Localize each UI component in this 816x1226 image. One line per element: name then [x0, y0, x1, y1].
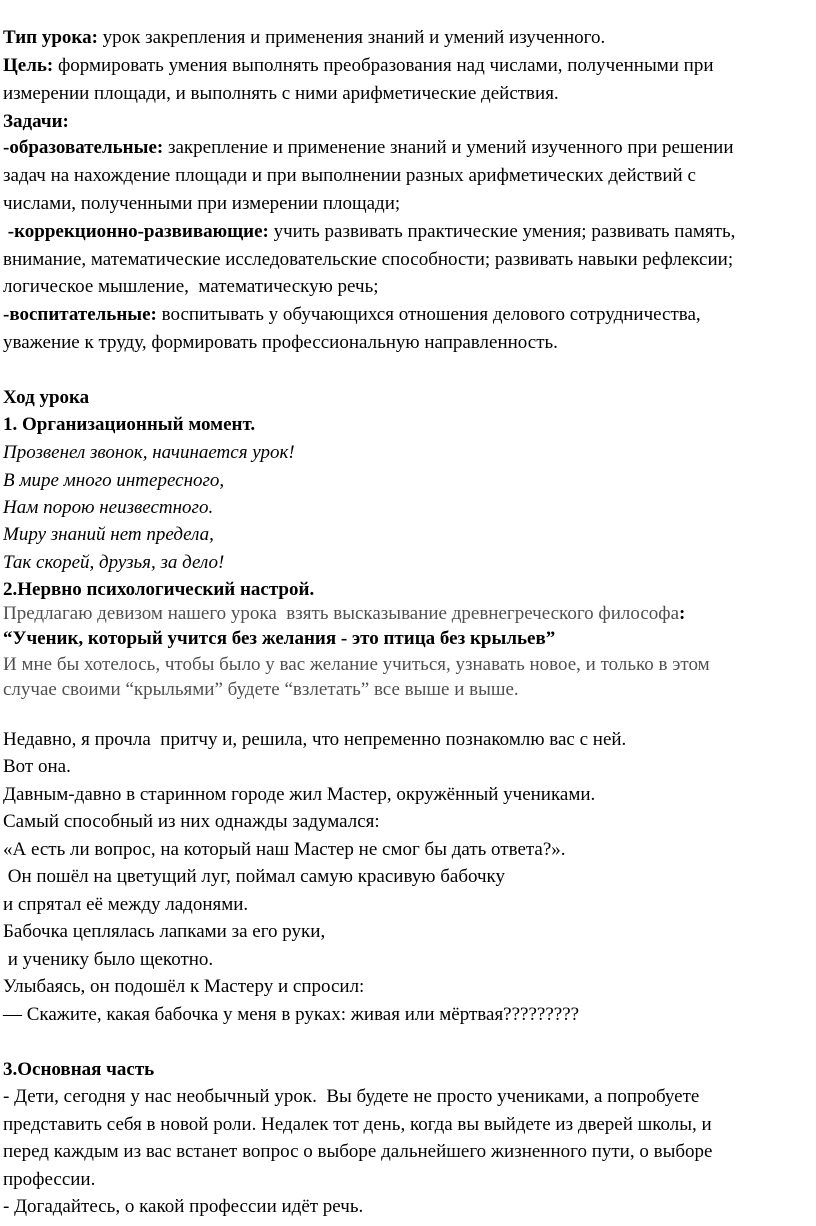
text-line: [3, 810, 380, 834]
text: профессии.: [3, 1169, 96, 1190]
italic-text: Прозвенел звонок, начинается урок!: [3, 442, 295, 463]
text-line: [3, 26, 605, 50]
text: и спрятал её между ладонями.: [3, 894, 249, 915]
bold-text: -воспитательные:: [3, 304, 157, 325]
text-line: [3, 82, 559, 106]
text-line: [3, 1168, 95, 1192]
text-line: [3, 1058, 154, 1082]
text: уважение к труду, формировать профессиональную направленность.: [3, 332, 558, 353]
text-line: [3, 728, 626, 752]
text-line: [3, 893, 248, 917]
text-line: [3, 386, 89, 410]
text-line: [3, 441, 295, 465]
italic-text: Миру знаний нет предела,: [3, 524, 214, 545]
text-line: [3, 578, 314, 602]
text-line: [3, 1195, 363, 1219]
text-line: [3, 627, 555, 651]
text: Предлагаю девизом нашего урока взять высказывание древнегреческого философа: [3, 603, 680, 624]
bold-text: 1. Организационный момент.: [3, 414, 256, 435]
text: формировать умения выполнять преобразования над числами, полученными при: [53, 55, 714, 76]
text: Улыбаясь, он подошёл к Мастеру и спросил:: [3, 976, 365, 997]
text: Самый способный из них однажды задумался:: [3, 811, 380, 832]
text: И мне бы хотелось, чтобы было у вас желание учиться, узнавать новое, и только в этом: [3, 654, 710, 675]
text: задач на нахождение площади и при выполнении разных арифметических действий с: [3, 165, 696, 186]
bold-text: :: [679, 603, 686, 624]
text: Недавно, я прочла притчу и, решила, что непременно познакомлю вас с ней.: [3, 729, 627, 750]
text: представить себя в новой роли. Недалек тот день, когда вы выйдете из дверей школы, и: [3, 1114, 712, 1135]
text-line: [3, 331, 558, 355]
text-line: [3, 975, 364, 999]
text: Он пошёл на цветущий луг, поймал самую красивую бабочку: [3, 866, 506, 887]
text: Вот она.: [3, 756, 71, 777]
bold-text: Задачи:: [3, 111, 69, 132]
text: - Догадайтесь, о какой профессии идёт речь.: [3, 1196, 364, 1217]
text-line: [3, 865, 505, 889]
text-line: [3, 110, 69, 134]
text: закрепление и применение знаний и умений изученного при решении: [163, 137, 734, 158]
text-line: [3, 469, 224, 493]
bold-text: 3.Основная часть: [3, 1059, 155, 1080]
text: учить развивать практические умения; развивать память,: [268, 221, 736, 242]
bold-text: “Ученик, который учится без желания - это птица без крыльев”: [3, 628, 556, 649]
text: - Дети, сегодня у нас необычный урок. Вы будете не просто учениками, а попробуете: [3, 1086, 700, 1107]
text-line: [3, 1003, 579, 1027]
text: перед каждым из вас встанет вопрос о выборе дальнейшего жизненного пути, о выборе: [3, 1141, 713, 1162]
text-line: [3, 1085, 699, 1109]
text-line: [3, 136, 734, 160]
text-line: [3, 948, 213, 972]
text-line: [3, 303, 701, 327]
text: воспитывать у обучающихся отношения делового сотрудничества,: [156, 304, 701, 325]
bold-text: Ход урока: [3, 387, 90, 408]
italic-text: Так скорей, друзья, за дело!: [3, 552, 225, 573]
text-line: [3, 496, 213, 520]
text: Бабочка цеплялась лапками за его руки,: [3, 921, 326, 942]
text-line: [3, 1113, 712, 1137]
text-line: [3, 248, 733, 272]
italic-text: В мире много интересного,: [3, 470, 225, 491]
text: — Скажите, какая бабочка у меня в руках: живая или мёртвая?????????: [3, 1004, 580, 1025]
text-line: [3, 275, 379, 299]
text-line: [3, 602, 685, 626]
text: измерении площади, и выполнять с ними арифметические действия.: [3, 83, 559, 104]
text-line: [3, 523, 214, 547]
text-line: [3, 551, 224, 575]
bold-text: 2.Нервно психологический настрой.: [3, 579, 315, 600]
text: логическое мышление, математическую речь;: [3, 276, 379, 297]
text: числами, полученными при измерении площади;: [3, 193, 401, 214]
text: случае своими “крыльями” будете “взлетать” все выше и выше.: [3, 679, 519, 700]
bold-text: -образовательные:: [3, 137, 164, 158]
text: «А есть ли вопрос, на который наш Мастер не смог бы дать ответа?».: [3, 839, 566, 860]
bold-text: Цель:: [3, 55, 54, 76]
text-line: [3, 413, 255, 437]
text-line: [3, 755, 71, 779]
text-line: [3, 838, 566, 862]
bold-text: Тип урока:: [3, 27, 98, 48]
text-line: [3, 164, 696, 188]
text: и ученику было щекотно.: [3, 949, 214, 970]
text: внимание, математические исследовательские способности; развивать навыки рефлексии;: [3, 249, 734, 270]
text-line: [3, 653, 710, 677]
text-line: [3, 54, 714, 78]
text-line: [3, 783, 595, 807]
text-line: [3, 220, 735, 244]
text-line: [3, 192, 400, 216]
bold-text: -коррекционно-развивающие:: [3, 221, 269, 242]
italic-text: Нам порою неизвестного.: [3, 497, 214, 518]
text-line: [3, 1140, 712, 1164]
text-line: [3, 678, 519, 702]
text: урок закрепления и применения знаний и умений изученного.: [97, 27, 606, 48]
text: Давным-давно в старинном городе жил Мастер, окружённый учениками.: [3, 784, 596, 805]
text-line: [3, 920, 325, 944]
